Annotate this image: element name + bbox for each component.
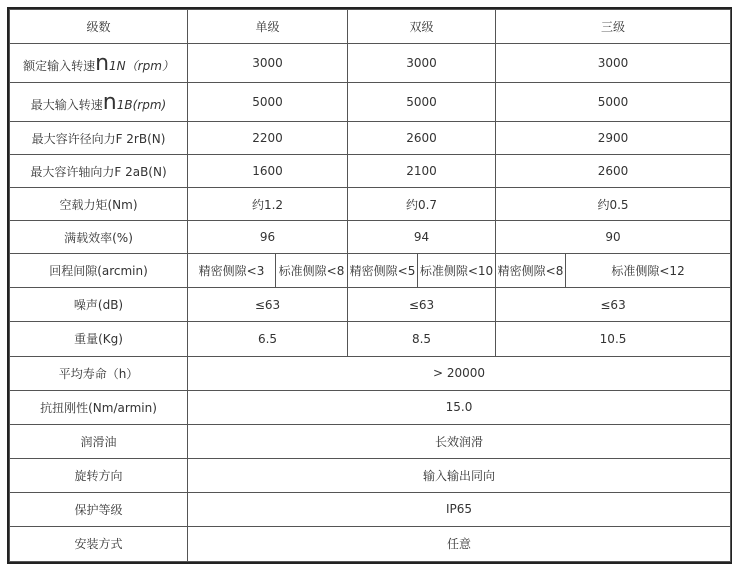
table-row (10, 254, 731, 288)
cell-value: IP65 (188, 492, 731, 526)
row-label-life: 平均寿命（h） (10, 356, 188, 390)
cell-value: 标准侧隙<12 (566, 254, 731, 288)
table-row (10, 458, 731, 492)
table-row (10, 288, 731, 322)
row-label-radial-force: 最大容许径向力F 2rB(N) (10, 122, 188, 155)
cell-value: 2600 (348, 122, 496, 155)
row-label-no-load-torque: 空载力矩(Nm) (10, 188, 188, 221)
cell-value: 5000 (496, 83, 731, 122)
table-row (10, 188, 731, 221)
cell-value: 标准侧隙<10 (418, 254, 496, 288)
cell-value: 94 (348, 221, 496, 254)
cell-value: 2600 (496, 155, 731, 188)
cell-value: 精密侧隙<8 (496, 254, 566, 288)
row-label-backlash: 回程间隙(arcmin) (10, 254, 188, 288)
cell-value: 精密侧隙<5 (348, 254, 418, 288)
header-single: 单级 (188, 10, 348, 44)
cell-value: 96 (188, 221, 348, 254)
label-symbol: n (102, 89, 117, 115)
table-row (10, 322, 731, 356)
cell-value: 2900 (496, 122, 731, 155)
table-row (10, 155, 731, 188)
table-row (10, 492, 731, 526)
cell-value: 3000 (496, 44, 731, 83)
cell-value: 5000 (188, 83, 348, 122)
cell-value: 3000 (188, 44, 348, 83)
cell-value: 标准侧隙<8 (276, 254, 348, 288)
table-row (10, 356, 731, 390)
header-double: 双级 (348, 10, 496, 44)
row-label-stiffness: 抗扭刚性(Nm/armin) (10, 390, 188, 424)
row-label-lubricant: 润滑油 (10, 424, 188, 458)
table-row (10, 424, 731, 458)
label-text: 最大输入转速 (30, 97, 103, 112)
cell-value: 2200 (188, 122, 348, 155)
cell-value: 约0.5 (496, 188, 731, 221)
row-label-max-speed (10, 83, 188, 122)
table-row (10, 83, 731, 122)
row-label-axial-force: 最大容许轴向力F 2aB(N) (10, 155, 188, 188)
header-triple: 三级 (496, 10, 731, 44)
row-label-weight: 重量(Kg) (10, 322, 188, 356)
cell-value: ≤63 (348, 288, 496, 322)
row-label-mounting: 安装方式 (10, 526, 188, 561)
row-label-rated-speed (10, 44, 188, 83)
cell-value: 8.5 (348, 322, 496, 356)
cell-value: 任意 (188, 526, 731, 561)
cell-value: 1600 (188, 155, 348, 188)
spec-table (9, 9, 731, 562)
label-suffix: 1N（rpm） (109, 58, 174, 73)
table-row (10, 526, 731, 561)
cell-value: 3000 (348, 44, 496, 83)
cell-value: 约0.7 (348, 188, 496, 221)
row-label-rotation: 旋转方向 (10, 458, 188, 492)
cell-value: 90 (496, 221, 731, 254)
row-label-noise: 噪声(dB) (10, 288, 188, 322)
label-text: 额定输入转速 (23, 58, 96, 73)
table-row (10, 390, 731, 424)
cell-value: 长效润滑 (188, 424, 731, 458)
table-row (10, 122, 731, 155)
label-suffix: 1B(rpm) (116, 97, 167, 112)
row-label-efficiency: 满载效率(%) (10, 221, 188, 254)
cell-value: 10.5 (496, 322, 731, 356)
cell-value: ≤63 (496, 288, 731, 322)
table-row (10, 221, 731, 254)
table-row-header (10, 10, 731, 44)
cell-value: 15.0 (188, 390, 731, 424)
cell-value: 输入输出同向 (188, 458, 731, 492)
table-row (10, 44, 731, 83)
cell-value: 6.5 (188, 322, 348, 356)
cell-value: > 20000 (188, 356, 731, 390)
row-label-protection: 保护等级 (10, 492, 188, 526)
cell-value: 5000 (348, 83, 496, 122)
header-level: 级数 (10, 10, 188, 44)
cell-value: 约1.2 (188, 188, 348, 221)
cell-value: ≤63 (188, 288, 348, 322)
cell-value: 精密侧隙<3 (188, 254, 276, 288)
cell-value: 2100 (348, 155, 496, 188)
label-symbol: n (95, 50, 110, 76)
